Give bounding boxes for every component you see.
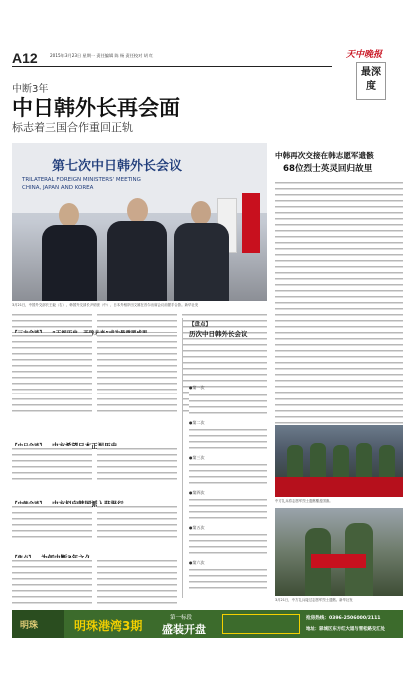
right-story-title-2: 68位烈士英灵回归故里 (283, 164, 373, 174)
timeline-item-1-body (189, 392, 267, 416)
ad-sub-top: 第一标段 (170, 615, 193, 621)
dateline: 2015年3月23日 星期一 责任编辑 陈 杨 责任校对 胡 红 (50, 53, 154, 58)
newspaper-logo: 天中晚报 (346, 50, 383, 60)
section2-body-col1 (12, 446, 92, 481)
ad-address: 地址：驿城区东方红大道与雪松路交汇处 (306, 627, 386, 632)
photo-sign-en2: CHINA, JAPAN AND KOREA (22, 185, 94, 191)
timeline-item-3-body (189, 462, 267, 486)
headline-title: 中日韩外长再会面 (12, 96, 180, 120)
section-label: 最深度 (361, 67, 381, 92)
headline-kicker: 中断3年 (12, 84, 49, 95)
section4-header (12, 545, 177, 555)
section3-body-col1 (12, 504, 92, 539)
main-photo-caption: 3月21日，中国外交部长王毅（右）、韩国外交部长尹炳世（中）、日本外相岸田文雄在首尔出席会议前握手合影。新华社发 (12, 303, 199, 307)
section4-body-col1 (12, 558, 92, 606)
timeline-item-1: ●第一次 (189, 385, 205, 390)
flag-china (242, 193, 260, 253)
section1-body-col2 (97, 333, 177, 393)
soldiers-photo (275, 508, 403, 596)
right-story-title-1: 中韩再次交接在韩志愿军遗骸 (275, 151, 374, 160)
ad-main-text: 明珠港湾3期 (74, 619, 143, 633)
person-right (174, 201, 229, 301)
timeline-item-4-body (189, 497, 267, 521)
timeline-item-2: ●第二次 (189, 420, 205, 425)
timeline-item-5: ●第五次 (189, 525, 205, 530)
timeline-item-4: ●第四次 (189, 490, 205, 495)
section4-body-col2 (97, 558, 177, 606)
ad-sub-text: 盛装开盘 (162, 623, 206, 636)
ad-hotline: 抢房热线：0396-2506000/2111 (306, 616, 381, 621)
header-rule (12, 66, 332, 67)
section2-header (12, 433, 177, 443)
section3-body-col2 (97, 504, 177, 539)
ad-logo-text: 明珠 (20, 621, 39, 631)
section2-body-col2 (97, 446, 177, 481)
ad-slogan-box (222, 614, 300, 634)
timeline-title: 历次中日韩外长会议 (189, 330, 248, 338)
photo-sign-en: TRILATERAL FOREIGN MINISTERS' MEETING (22, 177, 141, 183)
timeline-item-6-body (189, 567, 267, 591)
timeline-intro (189, 342, 267, 382)
soldiers-caption: 3月21日，中方礼兵接过志愿军烈士遗骸。新华社发 (275, 598, 353, 602)
person-left (42, 203, 97, 301)
section1-header (12, 320, 192, 330)
timeline-label: 【盘点】 (189, 322, 212, 328)
ad-logo (12, 610, 64, 638)
timeline-item-3: ●第三次 (189, 455, 205, 460)
photo-sign-text: 第七次中日韩外长会议 (52, 159, 183, 174)
headline-subtitle: 标志着三国合作重回正轨 (12, 121, 133, 134)
honor-guard-photo (275, 425, 403, 497)
main-photo (12, 143, 267, 301)
timeline-item-6: ●第六次 (189, 560, 205, 565)
timeline-item-5-body (189, 532, 267, 556)
timeline-item-2-body (189, 427, 267, 451)
timeline-box (182, 318, 270, 598)
page-number: A12 (12, 50, 38, 66)
honor-guard-caption: 中方礼兵将志愿军烈士遗骸覆盖国旗。 (275, 499, 333, 503)
section3-header (12, 491, 177, 501)
ad-banner[interactable] (12, 610, 403, 638)
section1-body-col1 (12, 333, 92, 393)
person-center (107, 198, 167, 301)
